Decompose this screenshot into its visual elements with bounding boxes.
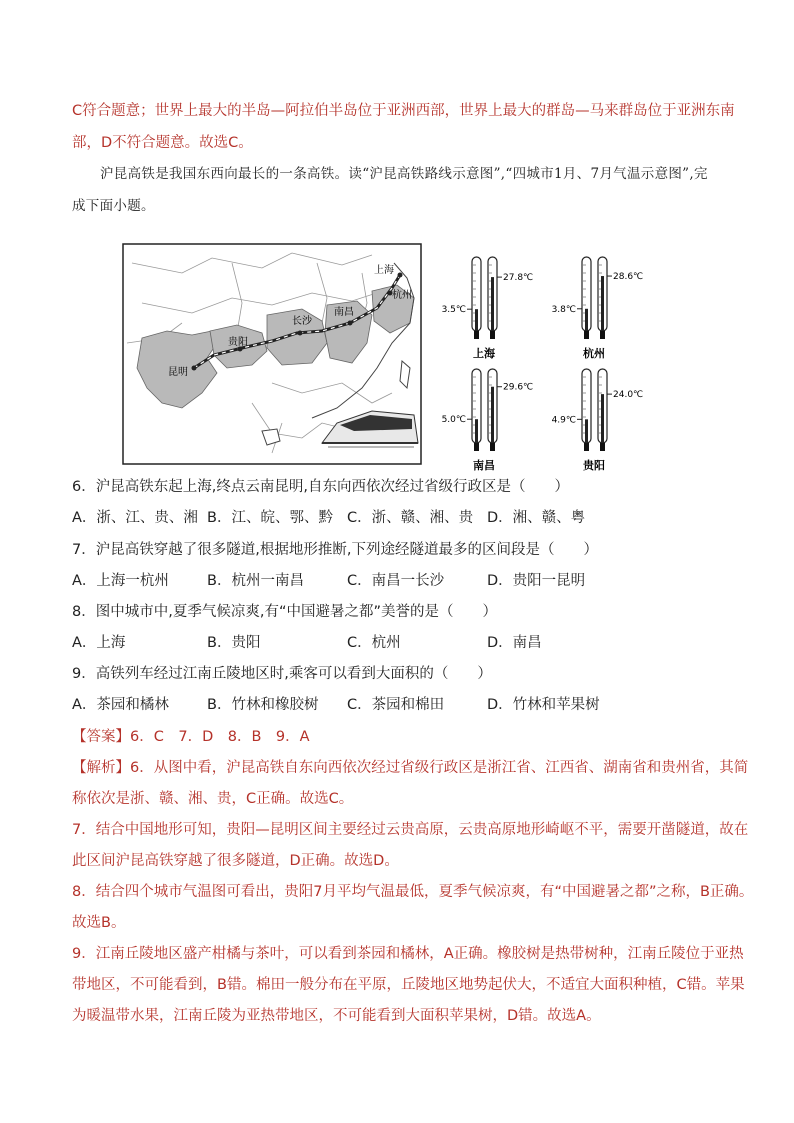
analysis-line-2: 称依次是浙、赣、湘、贵，C正确。故选C。 (72, 791, 354, 807)
thermometer-bulb (600, 331, 605, 339)
q9-option-d: D．竹林和苹果树 (487, 697, 600, 713)
q6-option-c: C．浙、赣、湘、贵 (347, 510, 474, 526)
thermometer-mercury (475, 309, 478, 333)
analysis-line-1: 【解析】6．从图中看，沪昆高铁自东向西依次经过省级行政区是浙江省、江西省、湖南省和贵州省，其简 (72, 760, 749, 776)
july-temp-label: 29.6℃ (503, 382, 534, 393)
figure (122, 243, 644, 472)
thermometer-bulb (474, 331, 479, 339)
railway-map (122, 243, 422, 465)
thermometer-bulb (490, 443, 495, 451)
january-temp-label: 5.0℃ (441, 415, 466, 426)
thermometer-mercury (585, 419, 588, 445)
map-label-changsha: 长沙 (292, 316, 312, 327)
thermometer-city-label: 杭州 (583, 347, 605, 360)
thermometer-bulb (490, 331, 495, 339)
thermometer-bulb (474, 443, 479, 451)
q8-option-d: D．南昌 (487, 635, 542, 651)
thermometer-chart (432, 243, 644, 472)
q8-option-c: C．杭州 (347, 635, 401, 651)
analysis-line-7: 9．江南丘陵地区盛产柑橘与茶叶，可以看到茶园和橘林，A正确。橡胶树是热带树种，江南丘陵位于亚热 (72, 946, 744, 962)
january-temp-label: 4.9℃ (551, 415, 576, 426)
thermometer-city-label: 上海 (473, 347, 495, 360)
question-9-stem: 9．高铁列车经过江南丘陵地区时,乘客可以看到大面积的（ ） (72, 666, 492, 682)
question-7-stem: 7．沪昆高铁穿越了很多隧道,根据地形推断,下列途经隧道最多的区间段是（ ） (72, 542, 598, 558)
q7-option-b: B．杭州一南昌 (207, 573, 304, 589)
q9-option-c: C．茶园和棉田 (347, 697, 445, 713)
q9-option-a: A．茶园和橘林 (72, 697, 169, 713)
q7-option-d: D．贵阳一昆明 (487, 573, 586, 589)
stem-line-2: 成下面小题。 (72, 198, 155, 214)
q6-option-b: B．江、皖、鄂、黔 (207, 510, 333, 526)
q6-option-a: A．浙、江、贵、湘 (72, 510, 198, 526)
thermometer-mercury (491, 387, 494, 445)
july-temp-label: 24.0℃ (613, 390, 644, 401)
thermometer-pair (442, 369, 534, 472)
thermometer-city-label: 南昌 (473, 459, 495, 472)
analysis-line-4: 此区间沪昆高铁穿越了很多隧道，D正确。故选D。 (72, 853, 399, 869)
analysis-line-6: 故选B。 (72, 915, 126, 931)
analysis-line-5: 8．结合四个城市气温图可看出，贵阳7月平均气温最低，夏季气候凉爽，有“中国避暑之都”之称，B正确。 (72, 884, 754, 900)
july-temp-label: 28.6℃ (613, 272, 644, 283)
analysis-line-9: 为暖温带水果，江南丘陵为亚热带地区，不可能看到大面积苹果树，D错。故选A。 (72, 1008, 601, 1024)
thermometer-city-label: 贵阳 (583, 459, 605, 472)
intro-line-2: 部，D不符合题意。故选C。 (72, 135, 253, 151)
july-temp-label: 27.8℃ (503, 273, 534, 284)
q8-option-b: B．贵阳 (207, 635, 261, 651)
q6-option-d: D．湘、赣、粤 (487, 510, 586, 526)
thermometer-pair (442, 257, 534, 360)
q7-option-a: A．上海一杭州 (72, 573, 169, 589)
january-temp-label: 3.8℃ (551, 304, 576, 315)
map-label-nanchang: 南昌 (334, 307, 354, 318)
thermometer-bulb (584, 331, 589, 339)
map-label-kunming: 昆明 (168, 367, 188, 378)
map-label-hangzhou: 杭州 (392, 290, 412, 301)
january-temp-label: 3.5℃ (441, 305, 466, 316)
thermometer-mercury (491, 277, 494, 333)
q9-option-b: B．竹林和橡胶树 (207, 697, 319, 713)
thermometer-pair (552, 369, 644, 472)
thermometer-pair (552, 257, 644, 360)
answer-line: 【答案】6．C 7．D 8．B 9．A (72, 729, 310, 745)
question-6-stem: 6．沪昆高铁东起上海,终点云南昆明,自东向西依次经过省级行政区是（ ） (72, 479, 569, 495)
thermometer-mercury (475, 419, 478, 445)
q7-option-c: C．南昌一长沙 (347, 573, 445, 589)
thermometer-mercury (601, 276, 604, 333)
stem-line-1: 沪昆高铁是我国东西向最长的一条高铁。读“沪昆高铁路线示意图”,“四城市1月、7月气温示意图”,完 (100, 166, 708, 182)
analysis-line-3: 7．结合中国地形可知，贵阳—昆明区间主要经过云贵高原，云贵高原地形崎岖不平，需要开凿隧道，故在 (72, 822, 749, 838)
map-label-guiyang: 贵阳 (228, 337, 248, 348)
q8-option-a: A．上海 (72, 635, 126, 651)
thermometer-bulb (600, 443, 605, 451)
thermometer-bulb (584, 443, 589, 451)
thermometer-mercury (601, 394, 604, 445)
question-8-stem: 8．图中城市中,夏季气候凉爽,有“中国避暑之都”美誉的是（ ） (72, 604, 497, 620)
map-label-shanghai: 上海 (374, 265, 394, 276)
analysis-line-8: 带地区，不可能看到，B错。棉田一般分布在平原，丘陵地区地势起伏大，不适宜大面积种植，C错。苹果 (72, 977, 745, 993)
intro-line-1: C符合题意；世界上最大的半岛—阿拉伯半岛位于亚洲西部，世界上最大的群岛—马来群岛位于亚洲东南 (72, 103, 735, 119)
thermometer-mercury (585, 309, 588, 333)
